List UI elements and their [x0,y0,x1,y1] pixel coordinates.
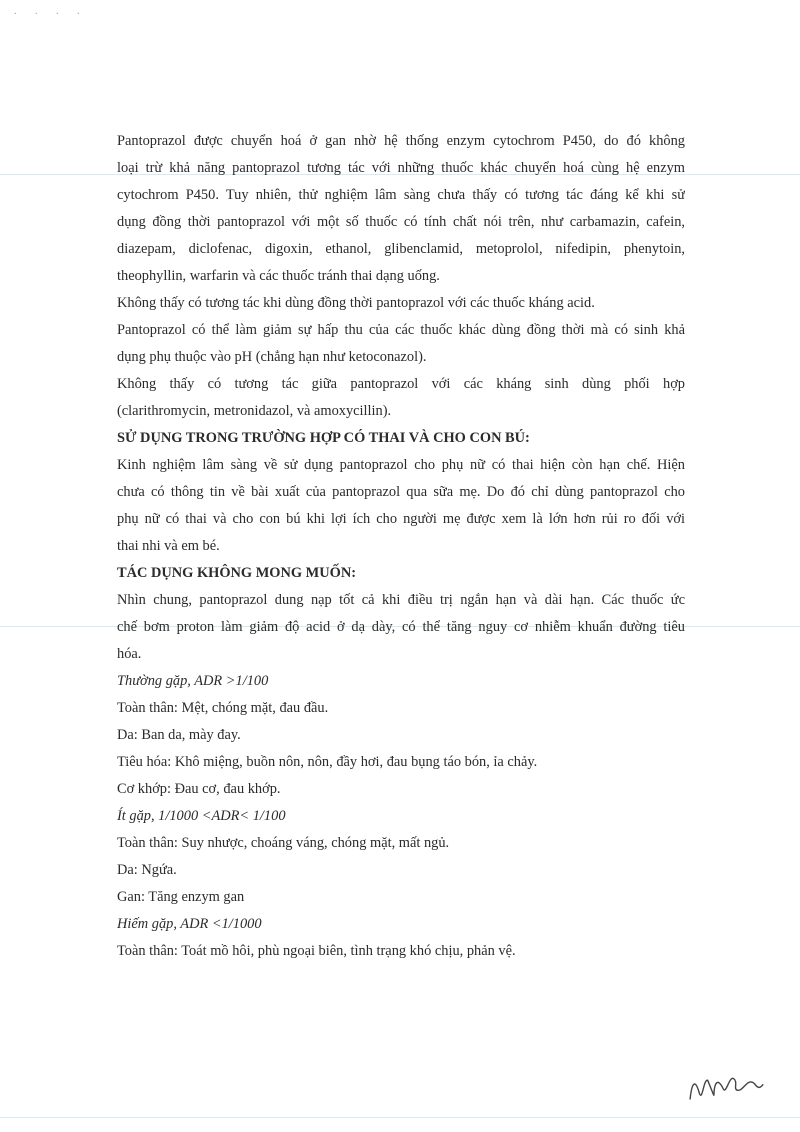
text-line: (clarithromycin, metronidazol, và amoxycillin). [117,403,392,419]
text-line: Tiêu hóa: Khô miệng, buồn nôn, nôn, đầy hơi, đau bụng táo bón, ỉa chảy. [117,754,538,770]
text-line: thai nhi và em bé. [117,538,220,554]
frequency-heading: Ít gặp, 1/1000 <ADR< 1/100 [117,808,286,824]
section-heading: TÁC DỤNG KHÔNG MONG MUỐN: [117,565,357,581]
scan-line [0,1117,800,1118]
text-line: Da: Ngứa. [117,862,177,878]
frequency-heading: Hiếm gặp, ADR <1/1000 [117,916,262,932]
text-line: Gan: Tăng enzym gan [117,889,245,905]
text-line: chế bơm proton làm giảm độ acid ở dạ dày, có thể tăng nguy cơ nhiễm khuẩn đường tiêu [117,619,685,635]
text-line: Pantoprazol được chuyển hoá ở gan nhờ hệ thống enzym cytochrom P450, do đó không [117,133,685,149]
frequency-heading: Thường gặp, ADR >1/100 [117,673,269,689]
text-line: dụng phụ thuộc vào pH (chẳng hạn như ketoconazol). [117,349,427,365]
text-line: cytochrom P450. Tuy nhiên, thử nghiệm lâm sàng chưa thấy có tương tác đáng kể khi sử [117,187,685,203]
text-line: dụng đồng thời pantoprazol với một số thuốc có tính chất nói trên, như carbamazin, cafein, [117,214,685,230]
text-line: Không thấy có tương tác khi dùng đồng thời pantoprazol với các thuốc kháng acid. [117,295,595,311]
text-line: theophyllin, warfarin và các thuốc tránh thai dạng uống. [117,268,440,284]
text-line: Toàn thân: Toát mồ hôi, phù ngoại biên, tình trạng khó chịu, phản vệ. [117,943,516,959]
text-line: hóa. [117,646,142,662]
document-body [117,128,685,965]
handwritten-initials [683,1063,768,1115]
text-line: Toàn thân: Mệt, chóng mặt, đau đầu. [117,700,329,716]
scan-specks: . . . . [14,6,88,17]
text-line: chưa có thông tin về bài xuất của pantoprazol qua sữa mẹ. Do đó chỉ dùng pantoprazol cho [117,484,685,500]
text-line: Không thấy có tương tác giữa pantoprazol với các kháng sinh dùng phối hợp [117,376,685,392]
text-line: Cơ khớp: Đau cơ, đau khớp. [117,781,281,797]
signature-icon [683,1063,767,1110]
text-line: loại trừ khả năng pantoprazol tương tác với những thuốc khác chuyển hoá cùng hệ enzym [117,160,685,176]
section-heading: SỬ DỤNG TRONG TRƯỜNG HỢP CÓ THAI VÀ CHO CON BÚ: [117,430,530,446]
text-line: Kinh nghiệm lâm sàng về sử dụng pantoprazol cho phụ nữ có thai hiện còn hạn chế. Hiện [117,457,685,473]
text-line: diazepam, diclofenac, digoxin, ethanol, glibenclamid, metoprolol, nifedipin, phenytoin, [117,241,685,257]
text-line: Toàn thân: Suy nhược, choáng váng, chóng mặt, mất ngủ. [117,835,450,851]
text-line: Da: Ban da, mày đay. [117,727,241,743]
text-line: Pantoprazol có thể làm giảm sự hấp thu của các thuốc khác dùng đồng thời mà có sinh khả [117,322,685,338]
text-line: phụ nữ có thai và cho con bú khi lợi ích cho người mẹ được xem là lớn hơn rủi ro đối với [117,511,685,527]
text-line: Nhìn chung, pantoprazol dung nạp tốt cả khi điều trị ngắn hạn và dài hạn. Các thuốc ức [117,592,685,608]
